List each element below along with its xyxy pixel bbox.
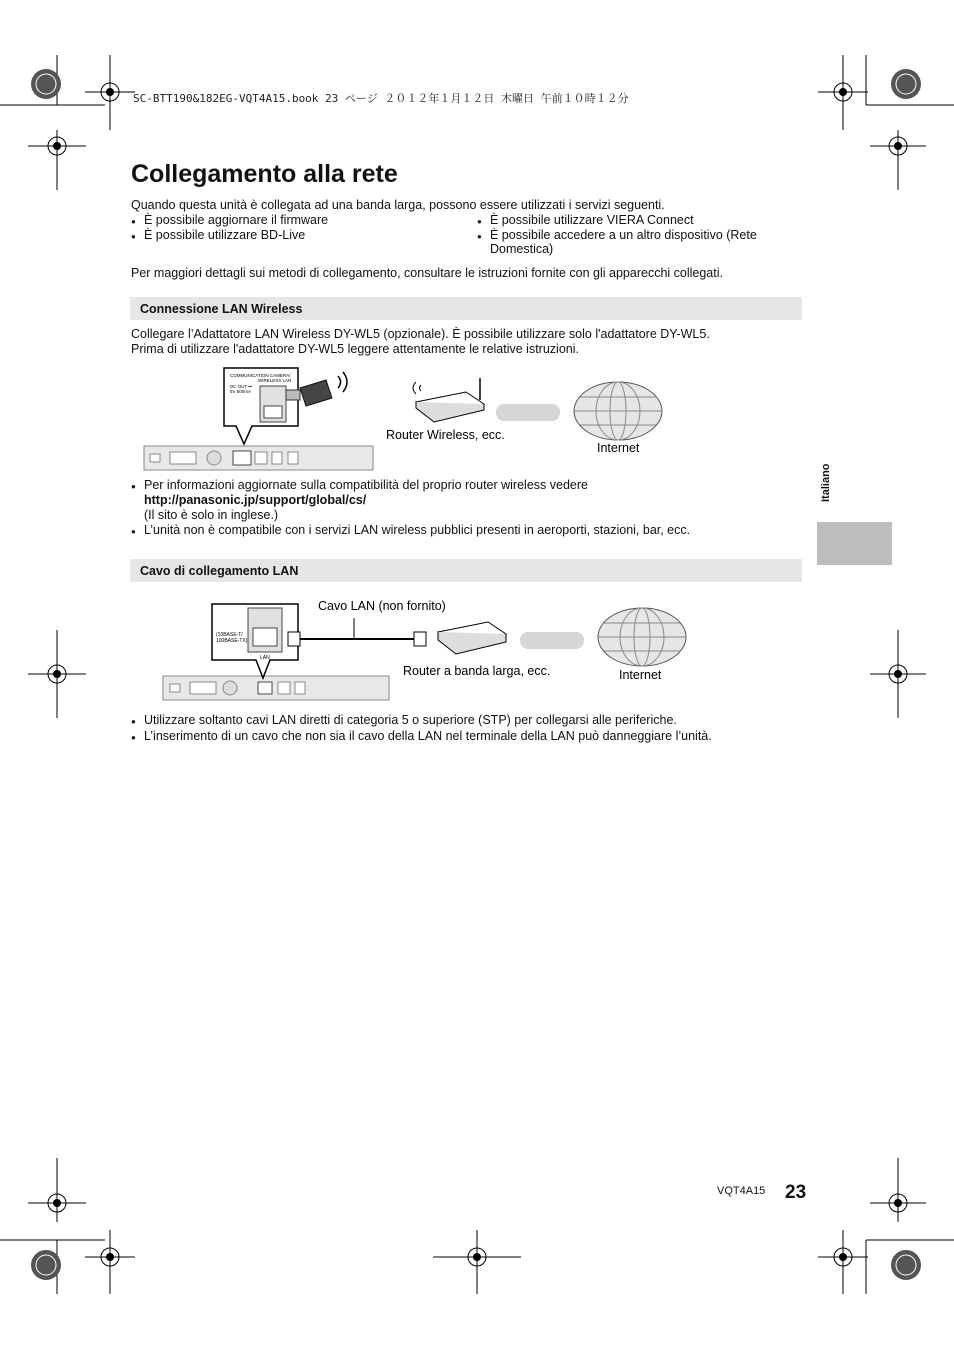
svg-text:(10BASE-T/: (10BASE-T/ (216, 632, 243, 638)
lan-note-2: ● L’inserimento di un cavo che non sia il cavo della LAN nel terminale della LAN può danneggiare l’unità. (144, 729, 712, 744)
lan-diagram (160, 594, 720, 706)
section-title-wireless: Connessione LAN Wireless (140, 302, 303, 316)
page-number: 23 (785, 1182, 807, 1203)
wireless-router-icon (413, 378, 484, 422)
connection-pill-2 (520, 632, 584, 649)
wireless-line-2: Prima di utilizzare l'adattatore DY-WL5 leggere attentamente le relative istruzioni. (131, 342, 579, 356)
details-text: Per maggiori dettagli sui metodi di collegamento, consultare le istruzioni fornite con gli apparecchi collegati. (131, 266, 723, 280)
page-title: Collegamento alla rete (131, 160, 398, 188)
footer-code: VQT4A15 (717, 1185, 766, 1197)
language-side-label: Italiano (820, 463, 832, 502)
bd-player-unit-icon (144, 446, 373, 470)
svg-text:5V 500mA: 5V 500mA (230, 389, 252, 394)
bullet-left-2: ● È possibile utilizzare BD-Live (144, 228, 305, 243)
internet-label-2: Internet (619, 668, 662, 682)
section-title-lan: Cavo di collegamento LAN (140, 564, 299, 578)
section-header-wireless (130, 297, 802, 320)
bullet-right-2-cont: Domestica) (490, 242, 554, 256)
svg-text:WIRELESS LAN: WIRELESS LAN (258, 378, 292, 383)
language-side-tab (817, 522, 892, 565)
router-broadband-label: Router a banda larga, ecc. (403, 664, 551, 678)
section-header-lan (130, 559, 802, 582)
internet-globe-icon-2 (598, 608, 686, 666)
internet-label-1: Internet (597, 441, 640, 455)
bullet-right-2: ● È possibile accedere a un altro dispositivo (Rete (490, 228, 757, 243)
bd-player-unit-icon-2 (163, 676, 389, 700)
intro-text: Quando questa unità è collegata ad una banda larga, possono essere utilizzati i servizi seguenti. (131, 198, 665, 212)
broadband-router-icon (438, 622, 506, 654)
wireless-note-2: ● L’unità non è compatibile con i servizi LAN wireless pubblici presenti in aeroporti, stazioni, bar, ecc. (144, 523, 690, 538)
connection-pill (496, 404, 560, 421)
header-meta: SC-BTT190&182EG-VQT4A15.book 23 ページ ２０１２年１月１２日 木曜日 午前１０時１２分 (133, 92, 629, 105)
cable-label: Cavo LAN (non fornito) (318, 599, 446, 613)
router-wireless-label: Router Wireless, ecc. (386, 428, 505, 442)
wireless-line-1: Collegare l’Adattatore LAN Wireless DY-WL5 (opzionale). È possibile utilizzare solo l'adattatore DY-WL5. (131, 327, 710, 341)
svg-text:100BASE-TX): 100BASE-TX) (216, 638, 248, 644)
svg-text:LAN: LAN (260, 655, 270, 661)
support-url: http://panasonic.jp/support/global/cs/ (144, 493, 367, 507)
svg-text:COMMUNICATION CAMERA/: COMMUNICATION CAMERA/ (230, 373, 291, 378)
bullet-right-1: ● È possibile utilizzare VIERA Connect (490, 213, 694, 228)
wireless-diagram (140, 364, 680, 476)
bullet-left-1: ● È possibile aggiornare il firmware (144, 213, 328, 228)
wireless-note-1-cont: (Il sito è solo in inglese.) (144, 508, 279, 522)
svg-text:DC OUT ⎓: DC OUT ⎓ (230, 384, 253, 389)
lan-note-1: ● Utilizzare soltanto cavi LAN diretti di categoria 5 o superiore (STP) per collegarsi alle periferiche. (144, 713, 677, 728)
wireless-note-1: ● Per informazioni aggiornate sulla compatibilità del proprio router wireless vedere (144, 478, 588, 493)
internet-globe-icon (574, 382, 662, 440)
